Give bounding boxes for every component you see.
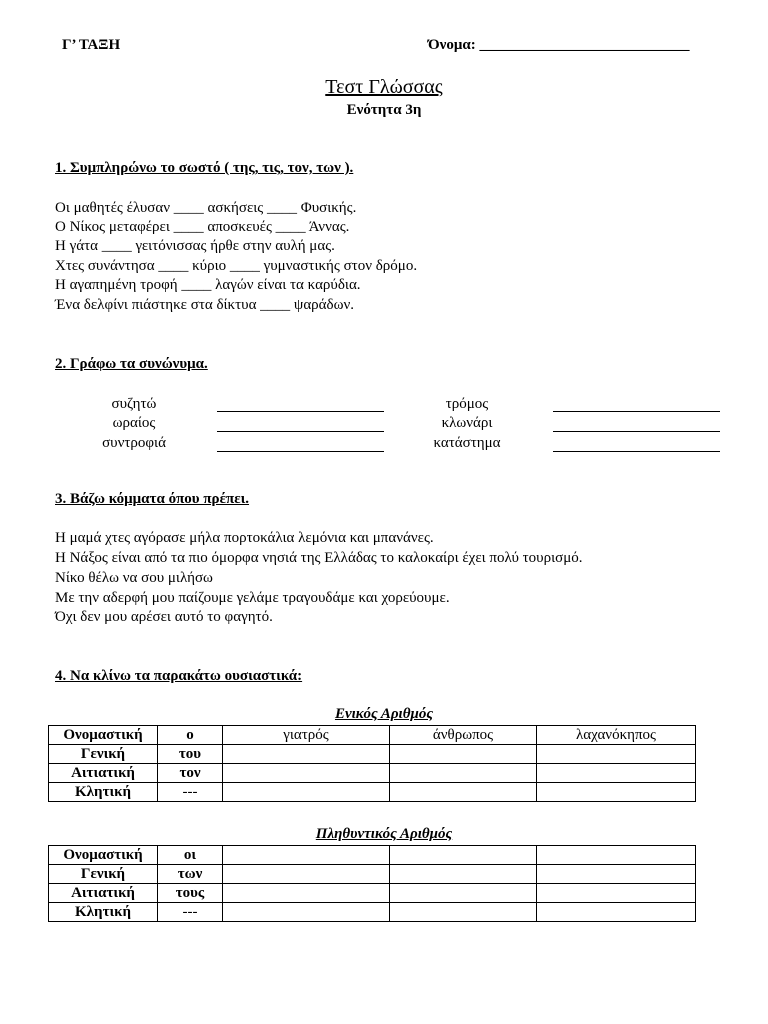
answer-blank[interactable] bbox=[217, 451, 384, 452]
table-row bbox=[49, 865, 696, 884]
case-cell: Γενική bbox=[49, 745, 158, 764]
article-cell: οι bbox=[158, 846, 223, 865]
plural-declension-table bbox=[48, 845, 696, 922]
exercise-line: Η αγαπημένη τροφή ____ λαγών είναι τα καρύδια. bbox=[55, 277, 361, 293]
article-cell: τον bbox=[158, 764, 223, 783]
answer-cell[interactable] bbox=[537, 783, 696, 802]
article-cell: των bbox=[158, 865, 223, 884]
case-cell: Αιτιατική bbox=[49, 884, 158, 903]
section2-heading: 2. Γράφω τα συνώνυμα. bbox=[55, 356, 208, 372]
answer-cell[interactable] bbox=[537, 865, 696, 884]
exercise-line: Η Νάξος είναι από τα πιο όμορφα νησιά της Ελλάδας το καλοκαίρι έχει πολύ τουρισμό. bbox=[55, 550, 583, 566]
exercise-line: Η μαμά χτες αγόρασε μήλα πορτοκάλια λεμόνια και μπανάνες. bbox=[55, 530, 434, 546]
answer-cell[interactable] bbox=[390, 903, 537, 922]
class-label: Γ’ ΤΑΞΗ bbox=[62, 37, 121, 53]
article-cell: --- bbox=[158, 783, 223, 802]
answer-cell[interactable] bbox=[223, 783, 390, 802]
exercise-line: Νίκο θέλω να σου μιλήσω bbox=[55, 570, 213, 586]
table-row bbox=[49, 764, 696, 783]
answer-cell[interactable] bbox=[537, 846, 696, 865]
case-cell: Ονομαστική bbox=[49, 726, 158, 745]
section4-heading: 4. Να κλίνω τα παρακάτω ουσιαστικά: bbox=[55, 668, 303, 684]
answer-blank[interactable] bbox=[217, 431, 384, 432]
answer-cell[interactable] bbox=[223, 846, 390, 865]
answer-blank[interactable] bbox=[553, 431, 720, 432]
table-row bbox=[49, 726, 696, 745]
answer-cell[interactable] bbox=[390, 745, 537, 764]
section3-heading: 3. Βάζω κόμματα όπου πρέπει. bbox=[55, 491, 250, 507]
table-row bbox=[49, 745, 696, 764]
answer-cell[interactable] bbox=[223, 865, 390, 884]
table-row bbox=[49, 884, 696, 903]
answer-cell[interactable] bbox=[390, 884, 537, 903]
exercise-line: Όχι δεν μου αρέσει αυτό το φαγητό. bbox=[55, 609, 273, 625]
synonym-word: κλωνάρι bbox=[441, 415, 493, 431]
synonym-word: κατάστημα bbox=[433, 435, 501, 451]
answer-blank[interactable] bbox=[217, 411, 384, 412]
plural-caption: Πληθυντικός Αριθμός bbox=[315, 826, 453, 842]
article-cell: τους bbox=[158, 884, 223, 903]
exercise-line: Η γάτα ____ γειτόνισσας ήρθε στην αυλή μας. bbox=[55, 238, 335, 254]
answer-cell[interactable] bbox=[537, 764, 696, 783]
singular-caption: Ενικός Αριθμός bbox=[334, 706, 434, 722]
table-row bbox=[49, 783, 696, 802]
synonym-word: συζητώ bbox=[111, 396, 157, 412]
answer-blank[interactable] bbox=[553, 411, 720, 412]
page-subtitle: Ενότητα 3η bbox=[346, 102, 422, 118]
case-cell: Αιτιατική bbox=[49, 764, 158, 783]
exercise-line: Ένα δελφίνι πιάστηκε στα δίκτυα ____ ψαράδων. bbox=[55, 297, 354, 313]
answer-cell[interactable] bbox=[223, 745, 390, 764]
singular-declension-table bbox=[48, 725, 696, 802]
exercise-line: Με την αδερφή μου παίζουμε γελάμε τραγουδάμε και χορεύουμε. bbox=[55, 590, 450, 606]
case-cell: Κλητική bbox=[49, 903, 158, 922]
noun-header: γιατρός bbox=[223, 726, 390, 745]
case-cell: Γενική bbox=[49, 865, 158, 884]
noun-header: άνθρωπος bbox=[390, 726, 537, 745]
article-cell: ο bbox=[158, 726, 223, 745]
article-cell: του bbox=[158, 745, 223, 764]
answer-cell[interactable] bbox=[223, 884, 390, 903]
answer-cell[interactable] bbox=[390, 846, 537, 865]
answer-cell[interactable] bbox=[390, 783, 537, 802]
case-cell: Κλητική bbox=[49, 783, 158, 802]
section1-heading: 1. Συμπληρώνω το σωστό ( της, τις, τον, των ). bbox=[55, 160, 354, 176]
synonym-word: συντροφιά bbox=[102, 435, 166, 451]
case-cell: Ονομαστική bbox=[49, 846, 158, 865]
answer-cell[interactable] bbox=[223, 764, 390, 783]
synonym-word: ωραίος bbox=[112, 415, 156, 431]
synonym-word: τρόμος bbox=[445, 396, 489, 412]
answer-cell[interactable] bbox=[390, 865, 537, 884]
page-title: Τεστ Γλώσσας bbox=[325, 76, 443, 98]
table-row bbox=[49, 903, 696, 922]
answer-blank[interactable] bbox=[553, 451, 720, 452]
student-name-label: Όνομα: ____________________________ bbox=[428, 37, 690, 53]
exercise-line: Ο Νίκος μεταφέρει ____ αποσκευές ____ Άννας. bbox=[55, 219, 350, 235]
answer-cell[interactable] bbox=[537, 745, 696, 764]
article-cell: --- bbox=[158, 903, 223, 922]
exercise-line: Χτες συνάντησα ____ κύριο ____ γυμναστικής στον δρόμο. bbox=[55, 258, 418, 274]
answer-cell[interactable] bbox=[223, 903, 390, 922]
answer-cell[interactable] bbox=[390, 764, 537, 783]
answer-cell[interactable] bbox=[537, 884, 696, 903]
exercise-line: Οι μαθητές έλυσαν ____ ασκήσεις ____ Φυσικής. bbox=[55, 200, 357, 216]
noun-header: λαχανόκηπος bbox=[537, 726, 696, 745]
table-row bbox=[49, 846, 696, 865]
answer-cell[interactable] bbox=[537, 903, 696, 922]
